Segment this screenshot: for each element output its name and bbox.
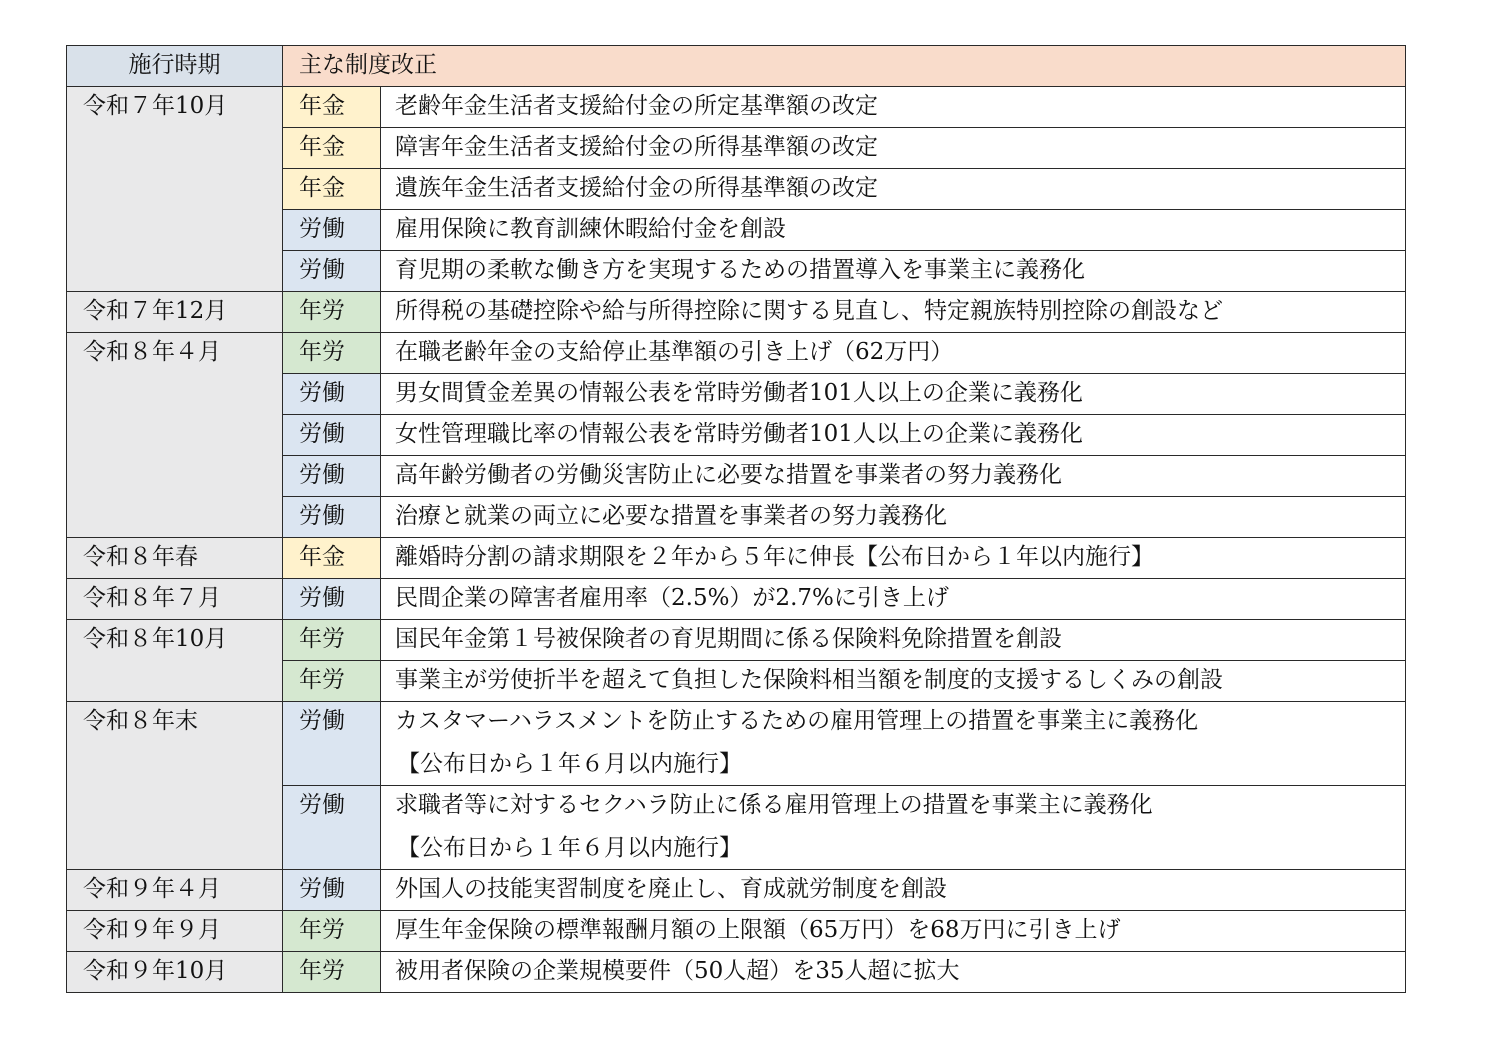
- header-date: 施行時期: [67, 46, 283, 87]
- reform-description: [381, 786, 1406, 870]
- reform-description: 事業主が労使折半を超えて負担した保険料相当額を制度的支援するしくみの創設: [381, 661, 1406, 702]
- reform-description: 被用者保険の企業規模要件（50人超）を35人超に拡大: [381, 952, 1406, 993]
- table-row: [67, 702, 1406, 786]
- table-row: [67, 579, 1406, 620]
- category-tag: 労働: [283, 251, 381, 292]
- category-tag: 労働: [283, 870, 381, 911]
- reform-description: 民間企業の障害者雇用率（2.5%）が2.7%に引き上げ: [381, 579, 1406, 620]
- category-tag: 労働: [283, 456, 381, 497]
- reform-description: 国民年金第１号被保険者の育児期間に係る保険料免除措置を創設: [381, 620, 1406, 661]
- effective-date: 令和８年春: [67, 538, 283, 579]
- category-tag: 年労: [283, 333, 381, 374]
- category-tag: 年金: [283, 87, 381, 128]
- reform-description: 老齢年金生活者支援給付金の所定基準額の改定: [381, 87, 1406, 128]
- category-tag: 労働: [283, 786, 381, 870]
- reform-description: 雇用保険に教育訓練休暇給付金を創設: [381, 210, 1406, 251]
- reform-effective-note: 【公布日から１年６月以内施行】: [397, 750, 742, 777]
- category-tag: 労働: [283, 702, 381, 786]
- table-row: [67, 911, 1406, 952]
- reform-description: 高年齢労働者の労働災害防止に必要な措置を事業者の努力義務化: [381, 456, 1406, 497]
- category-tag: 年労: [283, 952, 381, 993]
- effective-date: 令和９年９月: [67, 911, 283, 952]
- category-tag: 労働: [283, 374, 381, 415]
- table-row: [67, 620, 1406, 661]
- reform-description: 育児期の柔軟な働き方を実現するための措置導入を事業主に義務化: [381, 251, 1406, 292]
- table-row: [67, 87, 1406, 128]
- category-tag: 労働: [283, 497, 381, 538]
- category-tag: 労働: [283, 210, 381, 251]
- reform-schedule-table: [66, 45, 1406, 993]
- effective-date: 令和８年７月: [67, 579, 283, 620]
- reform-description: 所得税の基礎控除や給与所得控除に関する見直し、特定親族特別控除の創設など: [381, 292, 1406, 333]
- reform-description: 男女間賃金差異の情報公表を常時労働者101人以上の企業に義務化: [381, 374, 1406, 415]
- reform-description: 外国人の技能実習制度を廃止し、育成就労制度を創設: [381, 870, 1406, 911]
- reform-description: 在職老齢年金の支給停止基準額の引き上げ（62万円）: [381, 333, 1406, 374]
- category-tag: 年労: [283, 661, 381, 702]
- category-tag: 年労: [283, 620, 381, 661]
- category-tag: 年労: [283, 911, 381, 952]
- reform-description: 厚生年金保険の標準報酬月額の上限額（65万円）を68万円に引き上げ: [381, 911, 1406, 952]
- effective-date: 令和９年10月: [67, 952, 283, 993]
- effective-date: 令和８年末: [67, 702, 283, 870]
- header-row: [67, 46, 1406, 87]
- effective-date: 令和７年12月: [67, 292, 283, 333]
- reform-description: 遺族年金生活者支援給付金の所得基準額の改定: [381, 169, 1406, 210]
- reform-description-text: カスタマーハラスメントを防止するための雇用管理上の措置を事業主に義務化: [395, 708, 1199, 734]
- header-description: 主な制度改正: [283, 46, 1406, 87]
- table-row: [67, 292, 1406, 333]
- reform-description-text: 求職者等に対するセクハラ防止に係る雇用管理上の措置を事業主に義務化: [395, 792, 1153, 818]
- reform-description: [381, 702, 1406, 786]
- table-body: [67, 87, 1406, 993]
- category-tag: 年金: [283, 538, 381, 579]
- reform-effective-note: 【公布日から１年６月以内施行】: [397, 834, 742, 861]
- reform-description: 女性管理職比率の情報公表を常時労働者101人以上の企業に義務化: [381, 415, 1406, 456]
- effective-date: 令和８年４月: [67, 333, 283, 538]
- table-row: [67, 870, 1406, 911]
- category-tag: 労働: [283, 415, 381, 456]
- table-row: [67, 952, 1406, 993]
- category-tag: 年金: [283, 128, 381, 169]
- effective-date: 令和８年10月: [67, 620, 283, 702]
- category-tag: 労働: [283, 579, 381, 620]
- reform-description: 障害年金生活者支援給付金の所得基準額の改定: [381, 128, 1406, 169]
- reform-description: 離婚時分割の請求期限を２年から５年に伸長【公布日から１年以内施行】: [381, 538, 1406, 579]
- reform-description: 治療と就業の両立に必要な措置を事業者の努力義務化: [381, 497, 1406, 538]
- table-row: [67, 333, 1406, 374]
- category-tag: 年金: [283, 169, 381, 210]
- table-row: [67, 538, 1406, 579]
- effective-date: 令和７年10月: [67, 87, 283, 292]
- effective-date: 令和９年４月: [67, 870, 283, 911]
- category-tag: 年労: [283, 292, 381, 333]
